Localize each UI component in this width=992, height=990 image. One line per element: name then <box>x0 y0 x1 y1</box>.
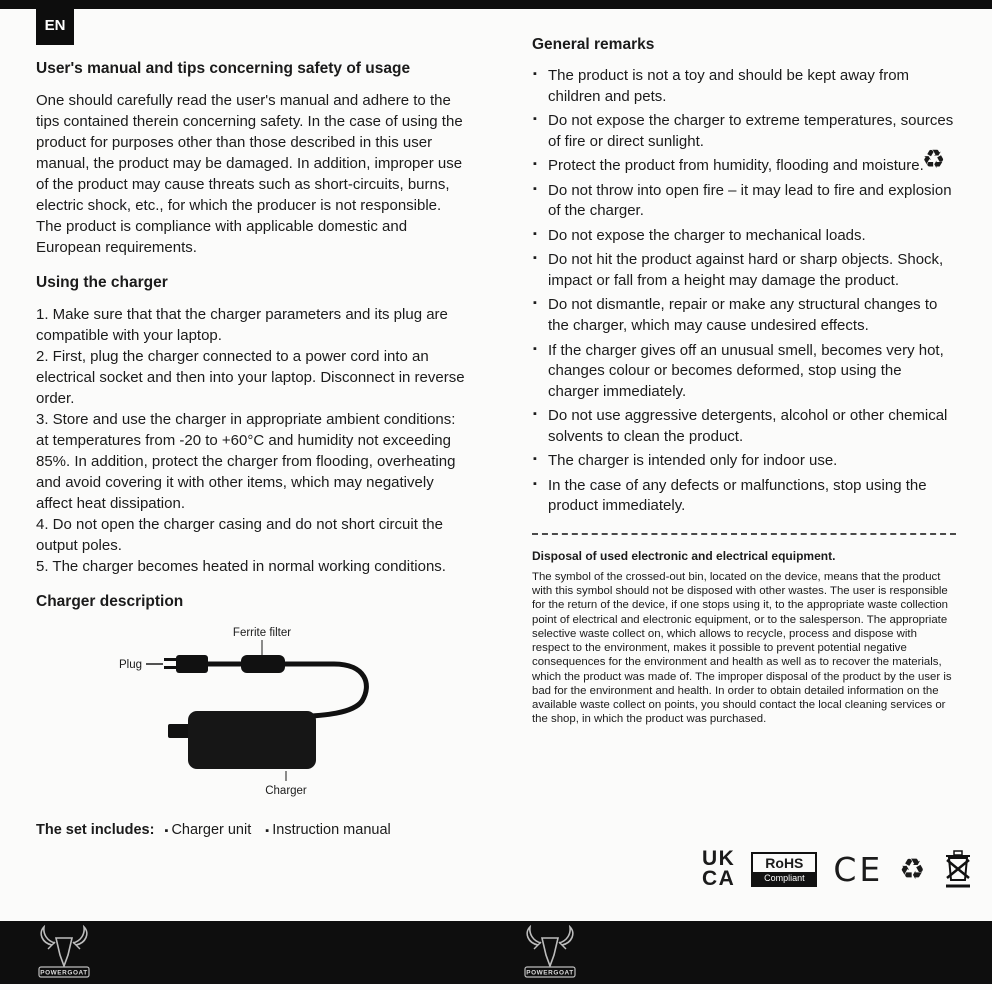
recycle-icon: ♻ <box>922 144 946 174</box>
remark-item: ▪ The product is not a toy and should be kept away from children and pets. <box>532 66 956 107</box>
footer-black-bar <box>0 921 992 984</box>
remark-item: ▪ Protect the product from humidity, flooding and moisture. <box>532 156 956 177</box>
ferrite-filter-label: Ferrite filter <box>232 627 292 639</box>
set-includes-line <box>36 822 470 838</box>
charger-steps <box>36 304 470 577</box>
using-charger-heading: Using the charger <box>36 274 168 291</box>
step-4: 4. Do not open the charger casing and do not short circuit the output poles. <box>36 516 443 554</box>
charger-diagram-svg <box>36 623 468 801</box>
rohs-label: RoHS <box>765 854 804 871</box>
step-1: 1. Make sure that that the charger parameters and its plug are compatible with your laptop. <box>36 306 448 344</box>
right-column <box>532 36 956 727</box>
usage-intro-paragraph: One should carefully read the user's manual and adhere to the tips contained therein concerning safety. In the case of using the product for purposes other than those described in this user manual, the product may be damaged. In addition, improper use of the product may cause threats such as short-circuits, burns, electric shock, etc., for which the producer is not responsible. The product is compliance with applicable domestic and European requirements. <box>36 92 463 256</box>
remark-item: ▪ The charger is intended only for indoor use. <box>532 451 956 472</box>
remark-item: ▪ Do not dismantle, repair or make any structural changes to the charger, which may cause undesired effects. <box>532 295 956 336</box>
powergoat-logo <box>34 925 94 981</box>
remark-item: ▪ If the charger gives off an unusual smell, becomes very hot, changes colour or becomes deformed, stop using the charger immediately. <box>532 341 956 403</box>
remark-item: ▪ Do not expose the charger to extreme temperatures, sources of fire or direct sunlight. <box>532 111 956 152</box>
plug-prong-bottom <box>164 666 176 669</box>
ukca-mark <box>702 849 735 889</box>
disposal-paragraph: The symbol of the crossed-out bin, located on the device, means that the product with this symbol should not be disposed with other wastes. The user is responsible for the return of the device, if one stops using it, to the appropriate waste collection point of electrical and electronic equipment, or to the salesperson. The appropriate selective waste collect on, which allows to recycle, process and dispose with respect to the environment, makes it possible to prevent potential negative consequences for the environment and health as well as to recover the materials, which the product was made of. The improper disposal of the product by the user is bad for the environment and health. In order to obtain detailed information on the available waste collect on points, you should contact the local cleaning services or the shop, in which the product was purchased. <box>532 570 952 726</box>
plug-body <box>176 655 208 673</box>
step-5: 5. The charger becomes heated in normal working conditions. <box>36 558 446 575</box>
charger-diagram <box>36 623 470 806</box>
remark-item: ▪ Do not hit the product against hard or sharp objects. Shock, impact or fall from a height may damage the product. <box>532 250 956 291</box>
powergoat-brand-text: POWERGOAT <box>526 969 574 977</box>
charger-label: Charger <box>265 785 307 797</box>
rohs-mark <box>751 852 817 887</box>
charger-description-heading: Charger description <box>36 593 184 610</box>
rohs-compliant-label: Compliant <box>753 872 815 885</box>
general-remarks-list <box>532 66 956 517</box>
powergoat-brand-text: POWERGOAT <box>40 969 88 977</box>
ce-mark: CE <box>833 849 884 889</box>
left-column <box>36 60 470 838</box>
plug-prong-top <box>164 658 176 661</box>
ukca-line1: UK <box>702 847 736 871</box>
set-item-instruction-manual: ▪ Instruction manual <box>265 822 390 838</box>
step-2: 2. First, plug the charger connected to a power cord into an electrical socket and then into your laptop. Disconnect in reverse order. <box>36 348 465 407</box>
top-black-bar <box>0 0 992 9</box>
remark-item: ▪ Do not expose the charger to mechanical loads. <box>532 226 956 247</box>
set-includes-label: The set includes: <box>36 822 155 838</box>
remark-item: ▪ Do not use aggressive detergents, alcohol or other chemical solvents to clean the product. <box>532 406 956 447</box>
usage-heading: User's manual and tips concerning safety of usage <box>36 60 411 77</box>
dc-connector <box>168 724 190 738</box>
disposal-heading: Disposal of used electronic and electrical equipment. <box>532 548 836 563</box>
ferrite-filter <box>241 655 285 673</box>
plug-label: Plug <box>118 659 142 671</box>
recycle-icon: ♻ <box>899 853 926 886</box>
powergoat-logo <box>520 925 580 981</box>
general-remarks-heading: General remarks <box>532 36 655 53</box>
ukca-line2: CA <box>702 867 736 890</box>
remark-item: ▪ In the case of any defects or malfunctions, stop using the product immediately. <box>532 476 956 517</box>
weee-bin-icon <box>941 848 975 890</box>
remark-item: ▪ Do not throw into open fire – it may lead to fire and explosion of the charger. <box>532 181 956 222</box>
step-3: 3. Store and use the charger in appropriate ambient conditions: at temperatures from -20 to +60°C and humidity not exceeding 85%. In addition, protect the charger from flooding, overheating and avoid covering it with other items, which may negatively affect heat dissipation. <box>36 411 456 512</box>
dashed-divider <box>532 533 956 535</box>
set-item-charger-unit: ▪ Charger unit <box>164 822 251 838</box>
certification-marks <box>702 848 975 890</box>
language-badge: EN <box>36 5 74 45</box>
charger-brick <box>188 711 316 769</box>
